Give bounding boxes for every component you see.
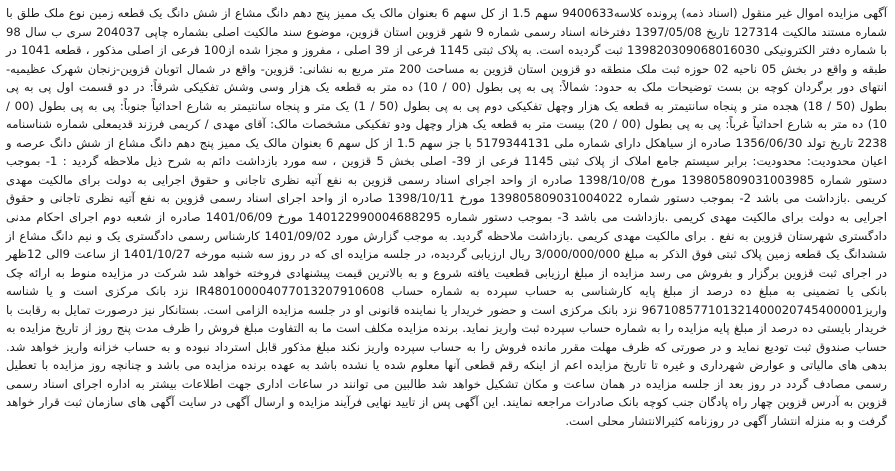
auction-notice-text: آگهی مزایده اموال غیر منقول (اسناد ذمه) پرونده کلاسه9400633 سهم 1.5 از کل سهم 6 بعنوان مالک یک ممیز پنج دهم دانگ مشاع از شش دانگ یک قطعه زمین نوع ملک طلق با شماره مستند مالکیت 127314 تاریخ 1397/05/08 دفترخانه اسناد رسمی شماره 9 شهر قزوین استان قزوین، موضوع سند مالکیت اصلی بشماره چاپی 204037 سری ب سال 98 با شماره دفتر الکترونیکی 139820309068016030 ثبت گردیده است. به پلاک ثبتی 1145 فرعی از 39 اصلی ، مفروز و مجزا شده از100 فرعی از اصلی مذکور ، قطعه 1041 در طبقه و واقع در بخش 05 ناحیه 02 حوزه ثبت ملک منطقه دو قزوین استان قزوین به مساحت 200 متر مربع به نشانی: قزوین- واقع در شمال اتوبان قزوین-زنجان شهرک عظیمیه- انتهای دور برگردان کوچه بن بست توضیحات ملک به حدود: شمالاً: پی به پی بطول (00 / 10) ده متر به قطعه یک هزار وسی وشش تفکیکی شرقاً: در دو قسمت اول پی به پی بطول (50 / 18) هجده متر و پنجاه سانتیمتر به قطعه یک هزار وچهل تفکیکی دوم پی به پی بطول (50 / 1) یک متر و پنجاه سانتیمتر به شارع احداثیاً جنوباً: پی به پی بطول (00 / 10) ده متر به شارع احداثیاً غرباً: پی به پی بطول (00 / 20) بیست متر به قطعه یک هزار وچهل ودو تفکیکی مشخصات مالک: آقای مهدی / کریمی فرزند قدیمعلی شماره شناسنامه 2238 تاریخ تولد 1356/06/30 صادره از سیاهکل دارای شماره ملی 5179344131 با جز سهم 1.5 از کل سهم 6 بعنوان مالک یک ممیز پنج دهم دانگ مشاع از شش دانگ عرصه و اعیان محدودیت: محدودیت: برابر سیستم جامع املاک از پلاک ثبتی 1145 فرعی از 39- اصلی بخش 5 قزوین ، سه مورد بازداشت دائم به شرح ذیل ملاحظه گردید : 1- بموجب دستور شماره 139805809031003985 مورخ 1398/10/08 صادره از واحد اجرای اسناد رسمی قزوین به نفع آتیه نظری تاجانی و حقوق اجرایی به دولت برای مالکیت مهدی کریمی .بازداشت می باشد 2- بموجب دستور شماره 139805809031004022 مورخ 1398/10/11 صادره از واحد اجرای اسناد رسمی قزوین به نفع آتیه نظری تاجانی و حقوق اجرایی به دولت برای مالکیت مهدی کریمی .بازداشت می باشد 3- بموجب دستور شماره 140122990004688295 مورخ 1401/06/09 صادره از شعبه دوم اجرای احکام مدنی دادگستری شهرستان قزوین به نفع . برای مالکیت مهدی کریمی .بازداشت ملاحظه گردید. به موجب گزارش مورد 1401/09/02 کارشناس رسمی دادگستری یک و نیم دانگ مشاع از ششدانگ یک قطعه زمین پلاک ثبتی فوق الذکر به مبلغ 3/000/000/000 ریال ارزیابی گردیده، در جلسه مزایده ای که در روز سه شنبه مورخه 1401/10/27 از ساعت 9الی 12ظهر در اجرای ثبت قزوین برگزار و بفروش می رسد مزایده از مبلغ ارزیابی قطعیت یافته شروع و به بالاترین قیمت پیشنهادی فروخته خواهد شد شرکت در مزایده منوط به ارائه چک بانکی یا تضمینی به مبلغ ده درصد از مبلغ پایه کارشناسی به حساب سپرده به شماره حساب IR480100004077013207910608 نزد بانک مرکزی است و یا شناسه واریز967108577101321400020745400001 نزد بانک مرکزی است و حضور خریدار یا نماینده قانونی او در جلسه مزایده الزامی است. بستانکار نیز درصورت تمایل به رقابت با خریدار بایستی ده درصد از مبلغ پایه مزایده را به شماره حساب سپرده ثبت واریز نماید. برنده مزایده مکلف است ما به التفاوت مبلغ فروش را ظرف مدت پنج روز از تاریخ مزایده به حساب صندوق ثبت تودیع نماید و در صورتی که ظرف مهلت مقرر مانده فروش را به حساب سپرده واریز نکند مبلغ مذکور قابل استرداد نبوده و به حساب خزانه واریز خواهد شد. بدهی های مالیاتی و عوارض شهرداری و غیره تا تاریخ مزایده اعم از اینکه رقم قطعی آنها معلوم شده یا نشده باشد به عهده برنده مزایده می باشد و چنانچه روز مزایده با تعطیل رسمی مصادف گردد در روز بعد از جلسه مزایده در همان ساعت و مکان تشکیل خواهد شد طالبین می توانند در ساعات اداری جهت اطلاعات بیشتر به اداره اجرای اسناد رسمی قزوین به آدرس قزوین چهار راه پادگان جنب کوچه بانک صادرات مراجعه نمایند. این آگهی پس از تایید نهایی فرآیند مزایده و ارسال آگهی در سایت آگهی های سازمان ثبت قرار خواهد گرفت و به منزله انتشار آگهی در روزنامه کثیرالانتشار محلی است.	[6, 6, 888, 429]
